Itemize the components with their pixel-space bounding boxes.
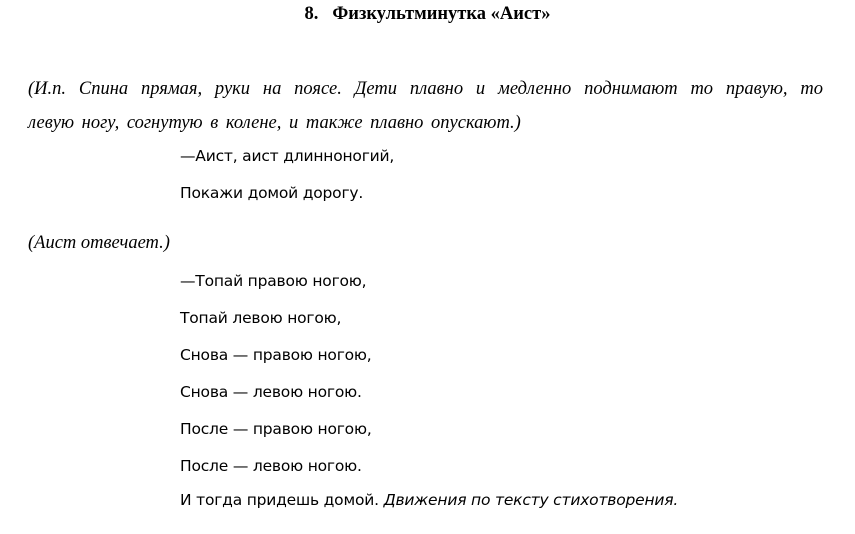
intro-line: левую ногу, согнутую в колене, и также плавно опускают.) <box>28 113 521 133</box>
poem-line: —Аист, аист длинноногий, <box>180 147 395 165</box>
intro-line: (И.п. Спина прямая, руки на поясе. Дети плавно и медленно поднимают то правую, то <box>28 79 823 99</box>
section-title: Физкультминутка «Аист» <box>332 4 551 24</box>
poem-line: Покажи домой дорогу. <box>180 184 364 202</box>
poem-final-line <box>180 489 678 511</box>
section-heading <box>0 3 855 25</box>
poem-line: Топай левою ногою, <box>180 309 342 327</box>
movement-instruction: Движения по тексту стихотворения. <box>383 491 679 509</box>
final-line-text: И тогда придешь домой. <box>180 491 379 509</box>
poem-line: После — правою ногою, <box>180 420 372 438</box>
poem-line: Снова — левою ногою. <box>180 383 362 401</box>
section-number: 8. <box>304 4 319 24</box>
poem-line: —Топай правою ногою, <box>180 272 367 290</box>
stage-direction: (Аист отвечает.) <box>28 233 170 253</box>
poem-line: Снова — правою ногою, <box>180 346 372 364</box>
intro-paragraph <box>28 72 823 140</box>
poem-line: После — левою ногою. <box>180 457 362 475</box>
